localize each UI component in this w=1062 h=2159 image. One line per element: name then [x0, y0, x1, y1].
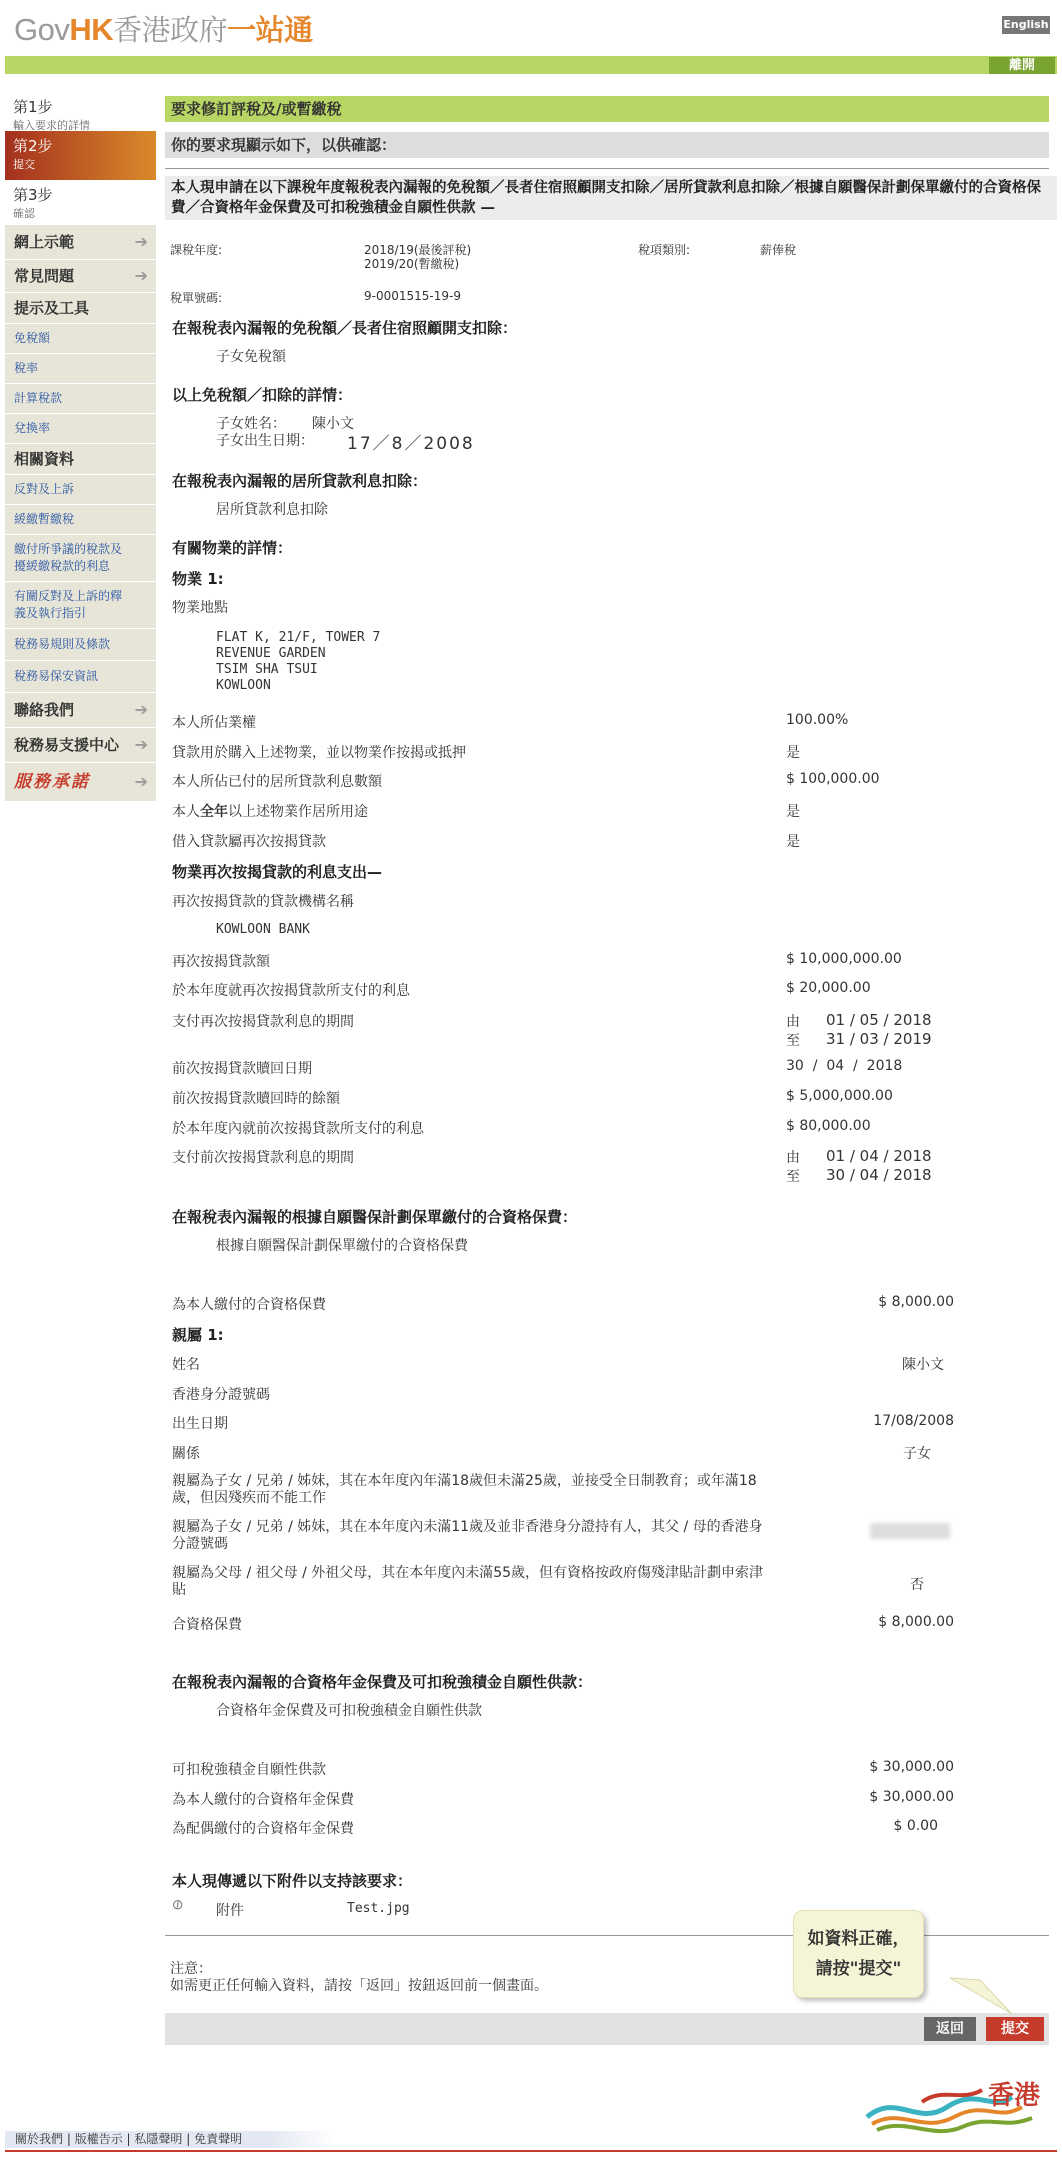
paperclip-icon: ⊘: [168, 1895, 188, 1915]
file-no: 9-0001515-19-9: [364, 289, 461, 303]
remortgage-lender: KOWLOON BANK: [216, 922, 310, 937]
sidebar-heading-related: 相關資料: [5, 444, 156, 475]
leave-button[interactable]: 離開: [989, 57, 1055, 74]
tax-year-2: 2019/20(暫繳稅): [364, 257, 460, 271]
sidebar-item-support[interactable]: 稅務易支援中心 ➔: [5, 728, 156, 763]
property-row-label: 貸款用於購入上述物業，並以物業作按揭或抵押: [172, 745, 466, 761]
attachment-file[interactable]: Test.jpg: [347, 1901, 410, 1916]
footer-link-copyright[interactable]: 版權告示: [74, 2132, 123, 2146]
intro-text: 本人現申請在以下課稅年度報稅表內漏報的免稅額／長者住宿照顧開支扣除／居所貸款利息扣除／根據自願醫保計劃保單繳付的合資格保費／合資格年金保費及可扣稅強積金自願性供款 —: [165, 176, 1057, 220]
section-title: 要求修訂評稅及/或暫繳稅: [165, 96, 1049, 122]
sidebar-item-tax-rates[interactable]: 稅率: [5, 354, 156, 384]
arrow-right-icon: ➔: [134, 700, 148, 719]
prev-row-label: 前次按揭貸款贖回時的餘額: [172, 1091, 340, 1107]
prev-row-label: 於本年度內就前次按揭貸款所支付的利息: [172, 1121, 424, 1137]
relative-dob: 17/08/2008: [873, 1413, 954, 1429]
property-address-line: FLAT K, 21/F, TOWER 7: [216, 630, 381, 645]
period2-from: 01 / 04 / 2018: [826, 1147, 932, 1165]
relative-question-3-value: 否: [910, 1577, 924, 1593]
relative-question-3: 親屬為父母 / 祖父母 / 外祖父母，其在本年度內未滿55歲，但有資格按政府傷殘津貼計劃申索津貼: [172, 1565, 764, 1598]
vhis-heading: 在報稅表內漏報的根據自願醫保計劃保單繳付的合資格保費：: [172, 1208, 578, 1226]
annuity-row-label: 可扣稅強積金自願性供款: [172, 1762, 326, 1778]
relative-question-1: 親屬為子女 / 兄弟 / 姊妹，其在本年度內年滿18歲但未滿25歲，並接受全日制教育；或年滿18歲，但因殘疾而不能工作: [172, 1473, 757, 1506]
step-1: 第1步 輸入要求的詳情: [13, 98, 90, 132]
property-heading: 有關物業的詳情：: [172, 539, 293, 557]
callout-pointer: [940, 1968, 1020, 2018]
govhk-logo[interactable]: GovHK香港政府一站通: [14, 12, 313, 47]
period-from-label: 由: [786, 1014, 800, 1030]
prev-row-value: $ 80,000.00: [786, 1118, 871, 1134]
prev-row-value: 30 / 04 / 2018: [786, 1058, 903, 1074]
allowance-item: 子女免稅額: [216, 349, 286, 365]
attachment-label: 附件: [216, 1903, 244, 1919]
home-loan-item: 居所貸款利息扣除: [216, 502, 328, 518]
relative-question-2: 親屬為子女 / 兄弟 / 姊妹，其在本年度內未滿11歲及並非香港身分證持有人，其父 / 母的香港身分證號碼: [172, 1519, 763, 1552]
property-row-value: $ 100,000.00: [786, 771, 880, 787]
remortgage-lender-label: 再次按揭貸款的貸款機構名稱: [172, 894, 354, 910]
footer-link-privacy[interactable]: 私隱聲明: [134, 2132, 183, 2146]
prev-row-label: 前次按揭貸款贖回日期: [172, 1061, 312, 1077]
footer-link-about[interactable]: 關於我們: [15, 2132, 64, 2146]
child-dob-label: 子女出生日期：: [216, 433, 314, 449]
child-name: 陳小文: [312, 416, 354, 432]
vhis-self-value: $ 8,000.00: [878, 1294, 954, 1310]
annuity-row-value: $ 30,000.00: [869, 1759, 954, 1775]
relative-number: 親屬 1:: [172, 1326, 224, 1344]
step-2-current: 第2步 提交: [5, 131, 156, 180]
property-row-label: 借入貸款屬再次按揭貸款: [172, 834, 326, 850]
english-button[interactable]: English: [1002, 16, 1050, 34]
tax-year-label: 課稅年度:: [170, 243, 223, 257]
top-bar: [5, 56, 1057, 74]
relative-premium: $ 8,000.00: [878, 1614, 954, 1630]
arrow-right-icon: ➔: [134, 772, 148, 791]
annuity-row-label: 為配偶繳付的合資格年金保費: [172, 1821, 354, 1837]
brand-logo-text: 香港: [988, 2081, 1041, 2111]
arrow-right-icon: ➔: [134, 266, 148, 285]
tax-type: 薪俸稅: [760, 243, 797, 257]
arrow-right-icon: ➔: [134, 735, 148, 754]
note-text: 如需更正任何輸入資料，請按「返回」按鈕返回前一個畫面。: [170, 1978, 548, 1994]
sidebar-item-pledge[interactable]: 服務承諾 ➔: [5, 763, 156, 802]
property-address-line: REVENUE GARDEN: [216, 646, 326, 661]
property-row-label: 本人所佔已付的居所貸款利息數額: [172, 774, 382, 790]
note-title: 注意：: [170, 1961, 212, 1977]
remortgage-row-value: $ 20,000.00: [786, 980, 871, 996]
property-row-value: 100.00%: [786, 712, 849, 728]
annuity-row-value: $ 30,000.00: [869, 1789, 954, 1805]
property-row-value: 是: [786, 804, 800, 820]
property-row-label: 本人所佔業權: [172, 715, 256, 731]
sidebar-item-exchange[interactable]: 兌換率: [5, 414, 156, 444]
footer-links: 關於我們 | 版權告示 | 私隱聲明 | 免責聲明: [5, 2131, 335, 2148]
vhis-item: 根據自願醫保計劃保單繳付的合資格保費: [216, 1238, 468, 1254]
sidebar-heading-tools: 提示及工具: [5, 293, 156, 324]
relative-id-label: 香港身分證號碼: [172, 1387, 270, 1403]
annuity-row-value: $ 0.00: [893, 1818, 938, 1834]
period1-from: 01 / 05 / 2018: [826, 1011, 932, 1029]
period-to-label: 至: [786, 1169, 800, 1185]
relative-dob-label: 出生日期: [172, 1416, 228, 1432]
property-address-line: KOWLOON: [216, 678, 271, 693]
property-number: 物業 1:: [172, 570, 224, 588]
property-row-label: 本人全年以上述物業作居所用途: [172, 804, 368, 820]
attachment-heading: 本人現傳遞以下附件以支持該要求：: [172, 1872, 413, 1890]
sidebar-item-allowances[interactable]: 免稅額: [5, 324, 156, 354]
period-from-label: 由: [786, 1150, 800, 1166]
annuity-row-label: 為本人繳付的合資格年金保費: [172, 1792, 354, 1808]
property-address-label: 物業地點: [172, 600, 228, 616]
property-row-value: 是: [786, 745, 800, 761]
details-heading: 以上免稅額／扣除的詳情：: [172, 386, 353, 404]
allowance-heading: 在報稅表內漏報的免稅額／長者住宿照顧開支扣除：: [172, 319, 518, 337]
sidebar: [5, 92, 156, 802]
sidebar-item-tax-calc[interactable]: 計算稅款: [5, 384, 156, 414]
main-content: [165, 96, 1049, 169]
vhis-self-label: 為本人繳付的合資格保費: [172, 1297, 326, 1313]
submit-button[interactable]: 提交: [986, 2017, 1044, 2041]
period1-label: 支付再次按揭貸款利息的期間: [172, 1014, 354, 1030]
relative-premium-label: 合資格保費: [172, 1617, 242, 1633]
period1-to: 31 / 03 / 2019: [826, 1030, 932, 1048]
sidebar-item-holdover[interactable]: 緩繳暫繳稅: [5, 505, 156, 535]
file-no-label: 稅單號碼:: [170, 291, 223, 305]
footer-link-disclaimer[interactable]: 免責聲明: [194, 2132, 243, 2146]
annuity-heading: 在報稅表內漏報的合資格年金保費及可扣稅強積金自願性供款：: [172, 1673, 593, 1691]
back-button[interactable]: 返回: [924, 2017, 976, 2041]
confirm-title: 你的要求現顯示如下，以供確認：: [165, 132, 1049, 158]
sidebar-item-security[interactable]: 稅務易保安資訊: [5, 661, 156, 693]
redacted-id-value: [870, 1523, 950, 1539]
child-name-label: 子女姓名：: [216, 416, 286, 432]
step-3: 第3步 確認: [13, 186, 53, 220]
remortgage-row-label: 再次按揭貸款額: [172, 954, 270, 970]
remortgage-row-label: 於本年度就再次按揭貸款所支付的利息: [172, 983, 410, 999]
sidebar-item-terms[interactable]: 稅務易規則及條款: [5, 629, 156, 661]
button-bar: [165, 2013, 1049, 2045]
sidebar-item-contact[interactable]: 聯絡我們 ➔: [5, 693, 156, 728]
child-dob: 17／8／2008: [347, 434, 475, 454]
property-address-line: TSIM SHA TSUI: [216, 662, 318, 677]
period2-to: 30 / 04 / 2018: [826, 1166, 932, 1184]
remortgage-heading: 物業再次按揭貸款的利息支出—: [172, 863, 383, 881]
home-loan-heading: 在報稅表內漏報的居所貸款利息扣除：: [172, 472, 428, 490]
annuity-item: 合資格年金保費及可扣稅強積金自願性供款: [216, 1703, 482, 1719]
tax-type-label: 稅項類別:: [638, 243, 691, 257]
relative-relationship-label: 關係: [172, 1446, 200, 1462]
sidebar-item-faq[interactable]: 常見問題 ➔: [5, 260, 156, 293]
sidebar-item-objection[interactable]: 反對及上訴: [5, 475, 156, 505]
relative-name-label: 姓名: [172, 1357, 200, 1373]
submit-hint-callout: 如資料正確， 請按"提交": [793, 1910, 924, 1998]
sidebar-item-disputed-tax[interactable]: 繳付所爭議的稅款及 擾緩繳稅款的利息: [5, 535, 156, 582]
sidebar-item-interpretation[interactable]: 有關反對及上訴的釋 義及執行指引: [5, 582, 156, 629]
relative-name: 陳小文: [902, 1357, 944, 1373]
footer-line: [5, 2150, 1057, 2152]
period2-label: 支付前次按揭貸款利息的期間: [172, 1150, 354, 1166]
period-to-label: 至: [786, 1033, 800, 1049]
relative-relationship: 子女: [903, 1446, 931, 1462]
property-row-value: 是: [786, 834, 800, 850]
tax-year-1: 2018/19(最後評稅): [364, 243, 472, 257]
arrow-right-icon: ➔: [134, 232, 148, 251]
remortgage-row-value: $ 10,000,000.00: [786, 951, 902, 967]
prev-row-value: $ 5,000,000.00: [786, 1088, 893, 1104]
sidebar-item-demo[interactable]: 網上示範 ➔: [5, 225, 156, 260]
